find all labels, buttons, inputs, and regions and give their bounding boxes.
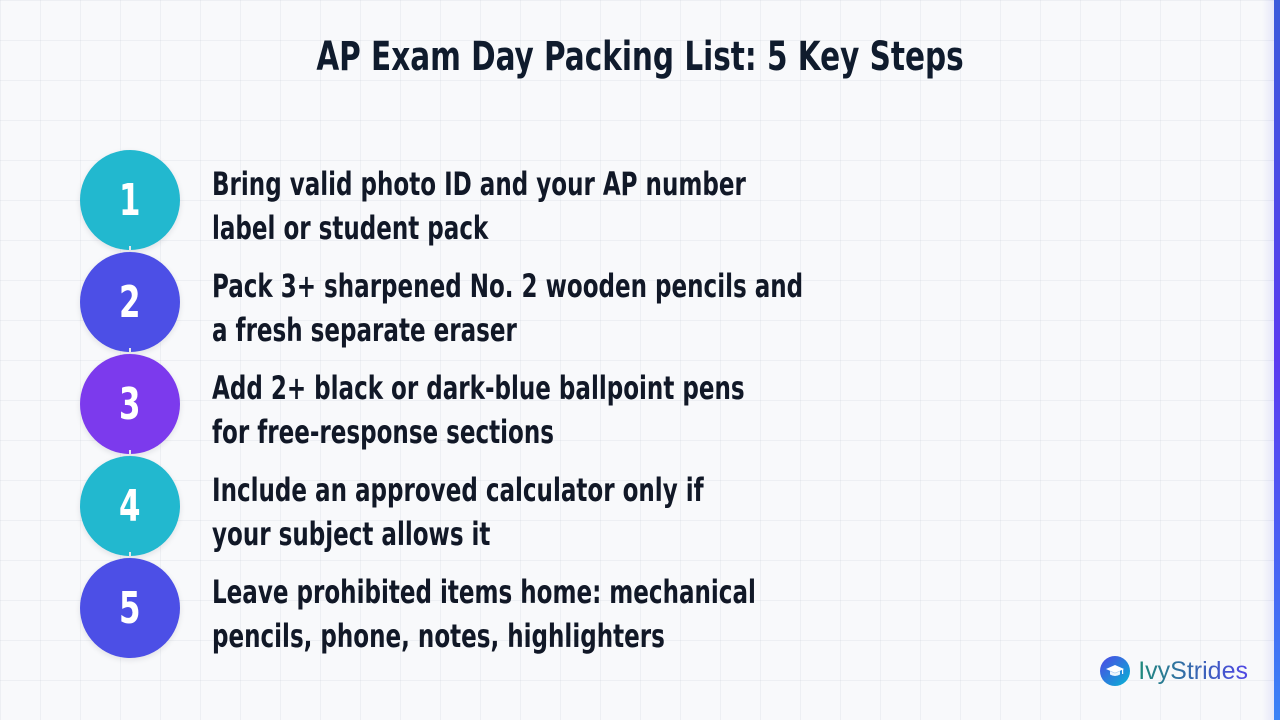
step-text-line: for free-response sections: [212, 413, 554, 451]
step-number-badge: [80, 150, 180, 250]
step-text-line: a fresh separate eraser: [212, 311, 517, 349]
step-text-line: Add 2+ black or dark-blue ballpoint pens: [212, 369, 745, 407]
step-number: 1: [119, 174, 141, 226]
brand-name: IvyStrides: [1138, 656, 1248, 685]
step-number: 3: [119, 378, 141, 430]
step-text-line: label or student pack: [212, 209, 489, 247]
step-number: 5: [119, 582, 141, 634]
graduation-cap-icon: [1100, 656, 1130, 686]
step-text: [212, 468, 772, 556]
step-number-badge: [80, 558, 180, 658]
step-text-line: your subject allows it: [212, 515, 491, 553]
brand-logo: [1100, 656, 1248, 686]
step-3: [0, 354, 900, 456]
step-text: [212, 162, 772, 250]
step-number: 4: [119, 480, 141, 532]
step-number-badge: [80, 252, 180, 352]
page-title: AP Exam Day Packing List: 5 Key Steps: [316, 34, 964, 80]
step-text-line: Include an approved calculator only if: [212, 471, 704, 509]
step-text-line: Bring valid photo ID and your AP number: [212, 165, 746, 203]
step-text: [212, 366, 772, 454]
step-text-line: pencils, phone, notes, highlighters: [212, 617, 665, 655]
step-text-line: Leave prohibited items home: mechanical: [212, 573, 756, 611]
step-number: 2: [119, 276, 141, 328]
step-text: [212, 264, 804, 352]
step-1: [0, 150, 900, 252]
step-5: [0, 558, 900, 660]
step-text-line: Pack 3+ sharpened No. 2 wooden pencils and: [212, 267, 804, 305]
step-4: [0, 456, 900, 558]
step-2: [0, 252, 900, 354]
step-number-badge: [80, 354, 180, 454]
step-text: [212, 570, 772, 658]
step-number-badge: [80, 456, 180, 556]
